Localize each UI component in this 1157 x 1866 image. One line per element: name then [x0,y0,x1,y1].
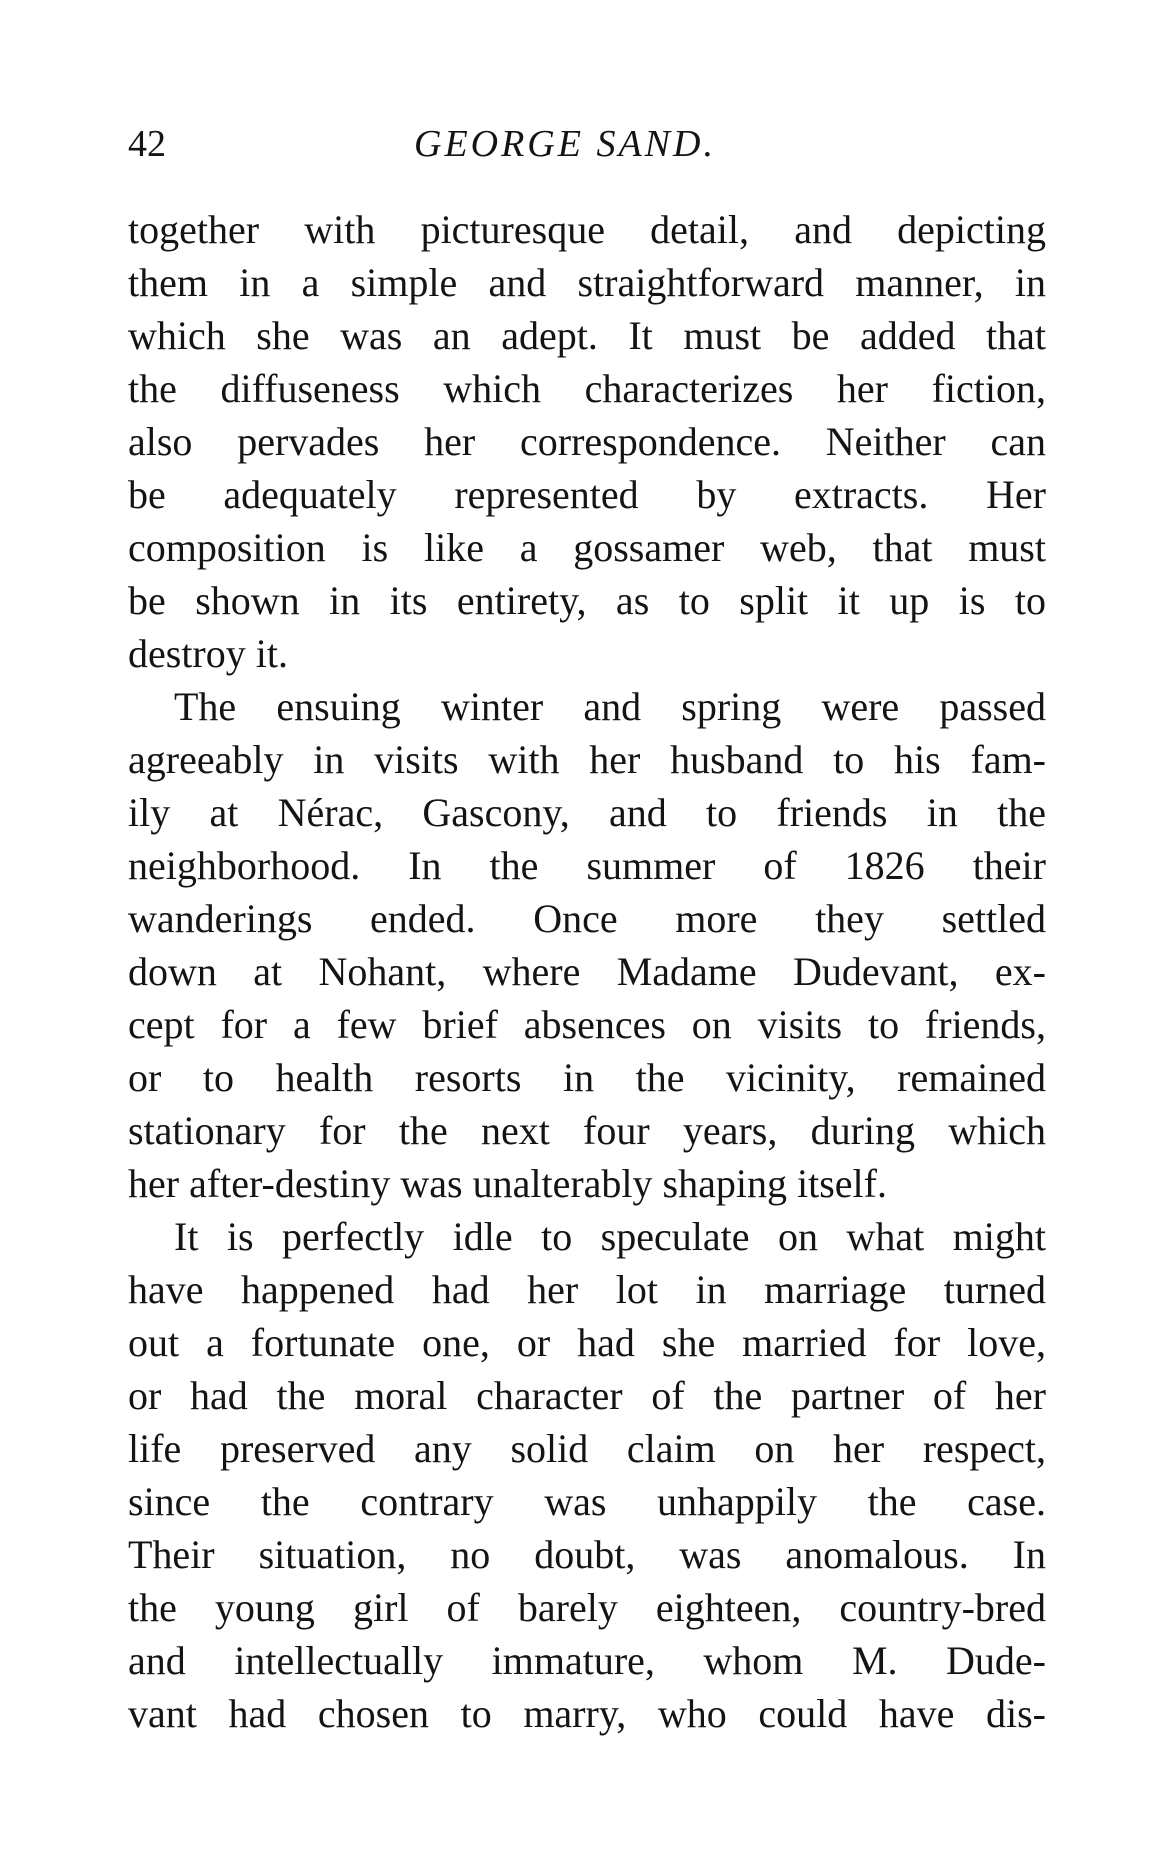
text-line: have happened had her lot in marriage turned [128,1267,1046,1312]
text-line: or to health resorts in the vicinity, remained [128,1055,1046,1100]
text-line: and intellectually immature, whom M. Dude- [128,1638,1046,1683]
text-line: wanderings ended. Once more they settled [128,896,1046,941]
text-line: composition is like a gossamer web, that must [128,525,1046,570]
text-line: together with picturesque detail, and depicting [128,207,1046,252]
text-line: Their situation, no doubt, was anomalous. In [128,1532,1046,1577]
body-text [128,203,1046,1740]
text-line: out a fortunate one, or had she married for love, [128,1320,1046,1365]
text-line: them in a simple and straightforward manner, in [128,260,1046,305]
text-line: be adequately represented by extracts. Her [128,472,1046,517]
text-line: destroy it. [128,631,288,676]
text-line: life preserved any solid claim on her respect, [128,1426,1046,1471]
text-line: It is perfectly idle to speculate on what might [174,1214,1046,1259]
text-line: cept for a few brief absences on visits to friends, [128,1002,1046,1047]
text-line: her after-destiny was unalterably shaping itself. [128,1161,887,1206]
text-line: also pervades her correspondence. Neither can [128,419,1046,464]
text-line: be shown in its entirety, as to split it up is to [128,578,1046,623]
text-line: which she was an adept. It must be added that [128,313,1046,358]
text-line: since the contrary was unhappily the case. [128,1479,1046,1524]
text-line: vant had chosen to marry, who could have dis- [128,1691,1046,1736]
text-line: ily at Nérac, Gascony, and to friends in the [128,790,1046,835]
running-head [128,118,1046,170]
text-line: down at Nohant, where Madame Dudevant, ex- [128,949,1046,994]
text-line: or had the moral character of the partner of her [128,1373,1046,1418]
text-line: the young girl of barely eighteen, country-bred [128,1585,1046,1630]
page-number: 42 [128,123,166,165]
running-title: GEORGE SAND. [414,123,716,165]
text-line: stationary for the next four years, during which [128,1108,1046,1153]
text-line: the diffuseness which characterizes her fiction, [128,366,1046,411]
text-line: neighborhood. In the summer of 1826 their [128,843,1046,888]
text-line: The ensuing winter and spring were passed [174,684,1046,729]
text-line: agreeably in visits with her husband to his fam- [128,737,1046,782]
